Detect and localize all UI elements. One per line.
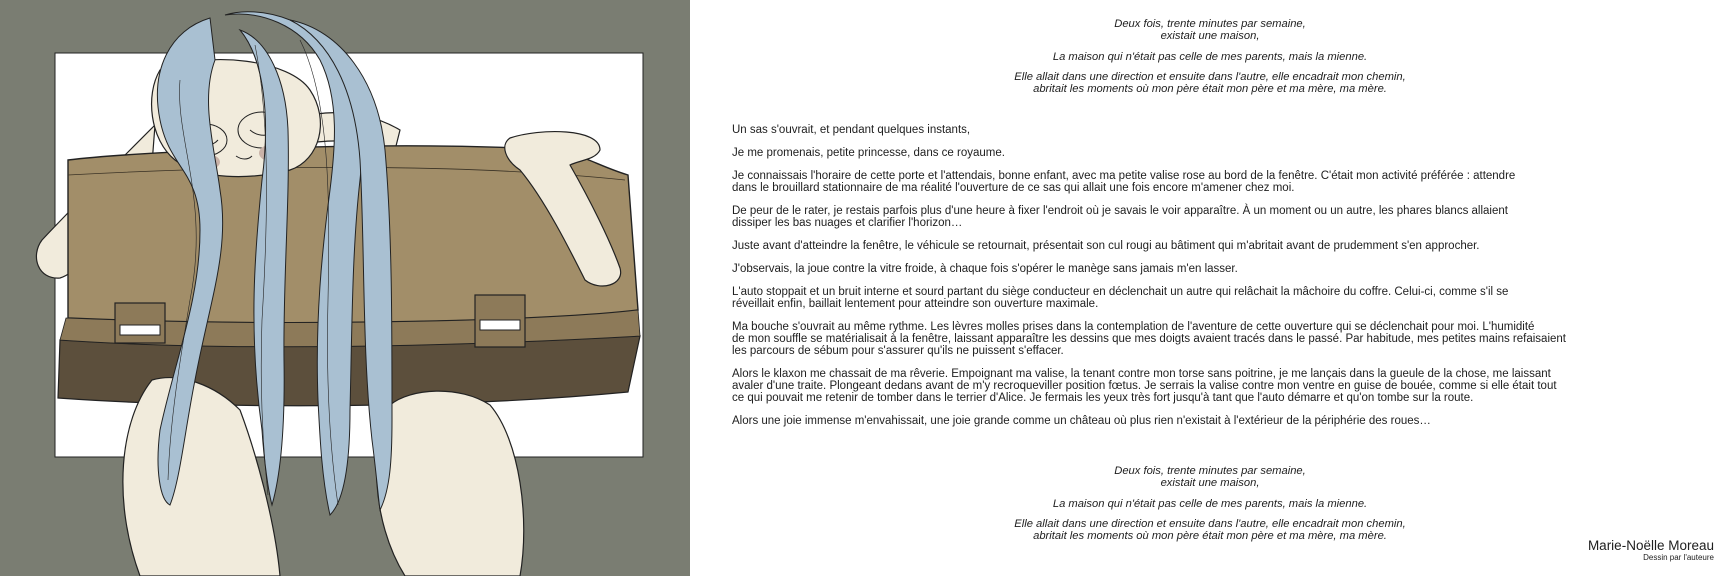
prose-paragraph: Juste avant d'atteindre la fenêtre, le véhicule se retournait, présentait son cul rougi au bâtiment qui m'abritait avant de prudemment s'en approcher. — [732, 240, 1480, 252]
prose-paragraph: Un sas s'ouvrait, et pendant quelques instants, — [732, 124, 971, 136]
verse-line: existait une maison, — [1160, 30, 1260, 42]
verse-stanza — [870, 51, 1550, 63]
prose-paragraph: Je connaissais l'horaire de cette porte et l'attendais, bonne enfant, avec ma petite valise rose au bord de la fenêtre. C'était mon activité préférée : attendre dans le brouillard stationnaire de ma réalité l'ouverture de ce sas qui allait une fois encore m'amener chez moi. — [732, 170, 1516, 194]
verse-stanza — [870, 71, 1550, 95]
prose-body — [732, 124, 1652, 438]
prose-paragraph: Ma bouche s'ouvrait au même rythme. Les lèvres molles prises dans la contemplation de l'aventure de cette ouverture qui se déclenchait pour moi. L'humidité de mon souffle se matérialisait à la fenêtre, laissant apparaître les dessins que mes doigts avaient tracés dans le passé. Par habitude, mes petites mains refaisaient les parcours de sébum pour s'assurer qu'ils ne puissent s'effacer. — [732, 321, 1566, 357]
prose-paragraph: Alors le klaxon me chassait de ma rêverie. Empoignant ma valise, la tenant contre mon torse sans poitrine, je me lançais dans la gueule de la chose, me laissant avaler d'une traite. Plongeant dedans avant de m'y recroqueviller position fœtus. Je serrais la valise contre mon ventre en guise de bouée, comme si elle était tout ce qui pouvait me retenir de tomber dans le terrier d'Alice. Je fermais les yeux très fort jusqu'à tant que l'auto démarre et qu'on tombe sur la route. — [732, 368, 1557, 404]
verse-top — [870, 18, 1550, 104]
verse-stanza — [870, 518, 1550, 542]
verse-line: Deux fois, trente minutes par semaine, — [1114, 18, 1306, 30]
prose-paragraph: Alors une joie immense m'envahissait, une joie grande comme un château où plus rien n'existait à l'extérieur de la périphérie des roues… — [732, 415, 1431, 427]
right-buckle-slot — [480, 320, 520, 330]
prose-paragraph: De peur de le rater, je restais parfois plus d'une heure à fixer l'endroit où je savais le voir apparaître. À un moment ou un autre, les phares blancs allaient dissiper les bas nuages et clarifier l'horizon… — [732, 205, 1508, 229]
verse-line: Elle allait dans une direction et ensuite dans l'autre, elle encadrait mon chemin, — [1014, 518, 1406, 530]
verse-line: Elle allait dans une direction et ensuite dans l'autre, elle encadrait mon chemin, — [1014, 71, 1406, 83]
verse-line: abritait les moments où mon père était mon père et ma mère, ma mère. — [1033, 83, 1387, 95]
text-panel — [690, 0, 1728, 576]
author-name: Marie-Noëlle Moreau — [1587, 538, 1714, 553]
verse-line: abritait les moments où mon père était mon père et ma mère, ma mère. — [1033, 530, 1387, 542]
signature — [1588, 538, 1714, 563]
verse-stanza — [870, 498, 1550, 510]
verse-line: La maison qui n'était pas celle de mes parents, mais la mienne. — [1052, 497, 1368, 510]
left-buckle-slot — [120, 325, 160, 335]
prose-paragraph: L'auto stoppait et un bruit interne et sourd partant du siège conducteur en déclenchait un autre qui relâchait la mâchoire du coffre. Celui-ci, comme s'il se réveillait enfin, baillait lentement pour atteindre son ouverture maximale. — [732, 286, 1509, 310]
illustration-panel — [0, 0, 690, 576]
illustration-credit: Dessin par l'auteure — [1643, 553, 1714, 562]
verse-line: existait une maison, — [1160, 477, 1260, 489]
prose-paragraph: Je me promenais, petite princesse, dans ce royaume. — [732, 147, 1005, 159]
verse-line: Deux fois, trente minutes par semaine, — [1114, 465, 1306, 477]
prose-paragraph: J'observais, la joue contre la vitre froide, à chaque fois s'opérer le manège sans jamais m'en lasser. — [732, 263, 1238, 275]
girl-with-suitcase-illustration — [0, 0, 690, 576]
verse-stanza — [870, 465, 1550, 489]
left-buckle — [115, 303, 165, 343]
verse-line: La maison qui n'était pas celle de mes parents, mais la mienne. — [1052, 50, 1368, 63]
verse-stanza — [870, 18, 1550, 42]
verse-bottom — [870, 465, 1550, 551]
